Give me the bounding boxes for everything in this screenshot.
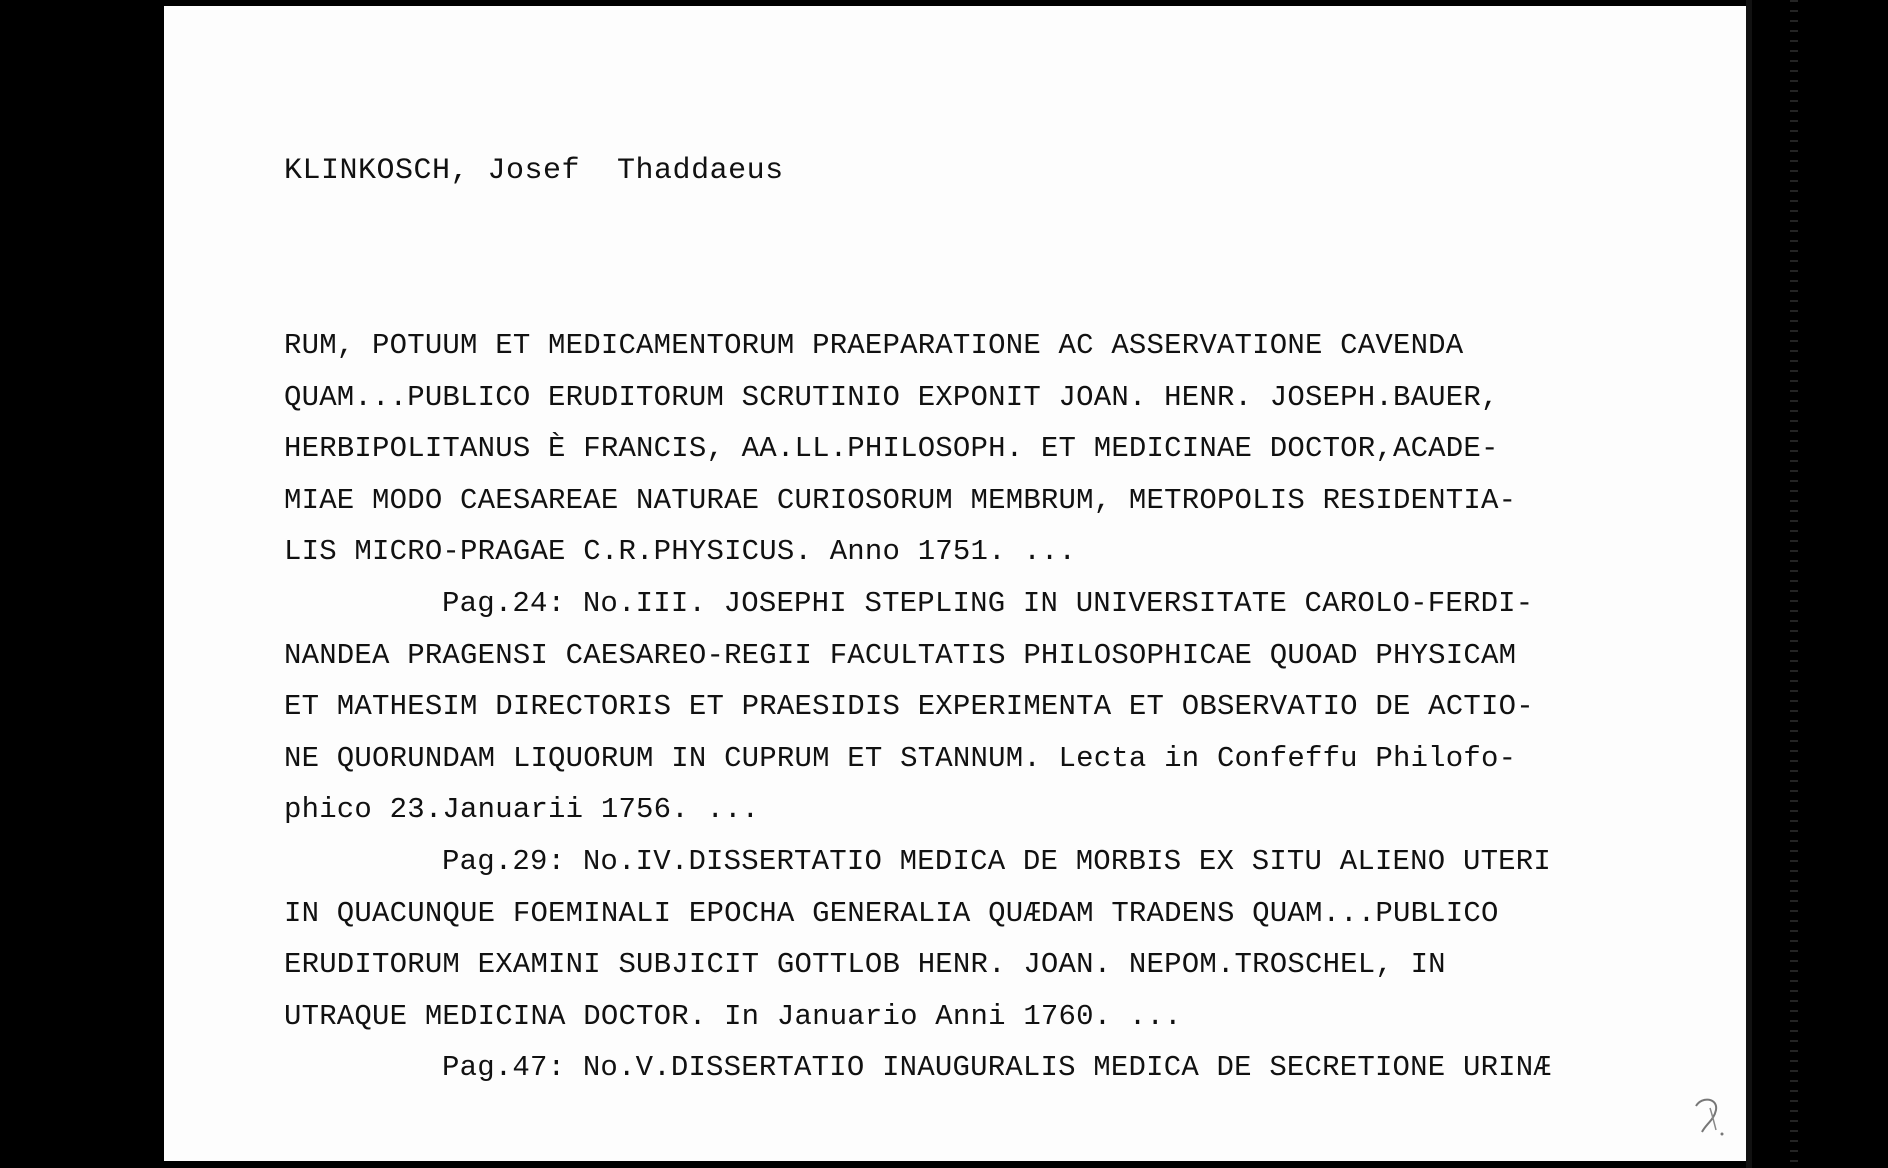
text-line: RUM, POTUUM ET MEDICAMENTORUM PRAEPARATIONE AC ASSERVATIONE CAVENDA — [284, 329, 1464, 362]
text-line: Pag.24: No.III. JOSEPHI STEPLING IN UNIVERSITATE CAROLO-FERDI- — [442, 586, 1534, 620]
text-line: ET MATHESIM DIRECTORIS ET PRAESIDIS EXPERIMENTA ET OBSERVATIO DE ACTIO- — [284, 690, 1534, 724]
handwritten-mark — [1688, 1092, 1728, 1140]
text-line: LIS MICRO-PRAGAE C.R.PHYSICUS. Anno 1751. ... — [284, 535, 1077, 569]
film-strip-marks — [1790, 0, 1798, 1168]
text-line: IN QUACUNQUE FOEMINALI EPOCHA GENERALIA QUÆDAM TRADENS QUAM...PUBLICO — [284, 896, 1499, 930]
text-line: ERUDITORUM EXAMINI SUBJICIT GOTTLOB HENR. JOAN. NEPOM.TROSCHEL, IN — [284, 948, 1446, 982]
text-line: Pag.47: No.V.DISSERTATIO INAUGURALIS MEDICA DE SECRETIONE URINÆ — [442, 1051, 1551, 1085]
text-line: Pag.29: No.IV.DISSERTATIO MEDICA DE MORBIS EX SITU ALIENO UTERI — [442, 844, 1551, 878]
text-line: HERBIPOLITANUS È FRANCIS, AA.LL.PHILOSOPH. ET MEDICINAE DOCTOR,ACADE- — [284, 432, 1499, 466]
card-body — [284, 320, 1704, 1094]
card-heading: KLINKOSCH, Josef Thaddaeus — [284, 154, 784, 188]
text-line: NE QUORUNDAM LIQUORUM IN CUPRUM ET STANNUM. Lecta in Confeffu Philofo- — [284, 741, 1517, 775]
text-line: phico 23.Januarii 1756. ... — [284, 793, 760, 827]
text-line: NANDEA PRAGENSI CAESAREO-REGII FACULTATIS PHILOSOPHICAE QUOAD PHYSICAM — [284, 638, 1517, 672]
film-strip — [1752, 0, 1888, 1168]
text-line: UTRAQUE MEDICINA DOCTOR. In Januario Anni 1760. ... — [284, 999, 1182, 1033]
text-line: QUAM...PUBLICO ERUDITORUM SCRUTINIO EXPONIT JOAN. HENR. JOSEPH.BAUER, — [284, 380, 1499, 414]
text-line: MIAE MODO CAESAREAE NATURAE CURIOSORUM MEMBRUM, METROPOLIS RESIDENTIA- — [284, 483, 1517, 517]
